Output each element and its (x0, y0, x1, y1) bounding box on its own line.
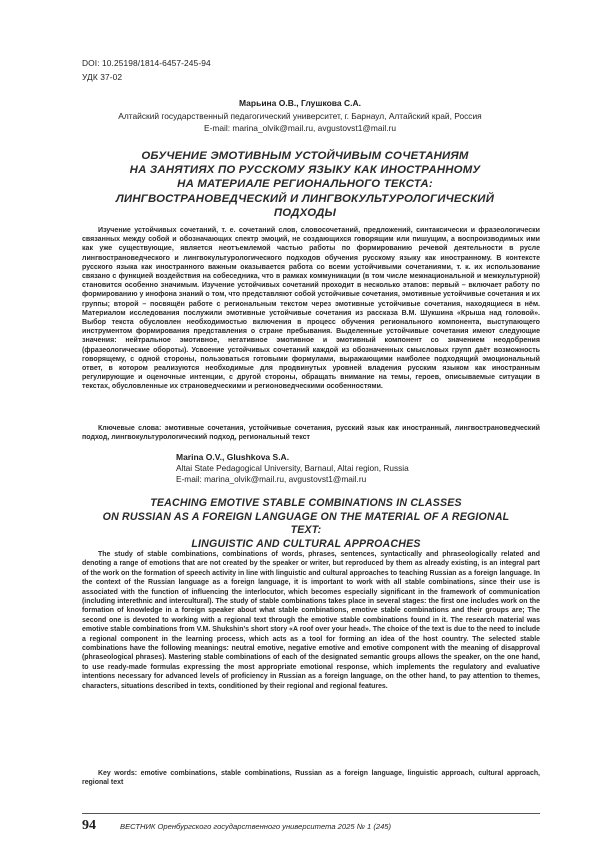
ru-title (105, 149, 505, 220)
doi: DOI: 10.25198/1814-6457-245-94 (82, 58, 211, 68)
en-title-line: TEACHING EMOTIVE STABLE COMBINATIONS IN CLASSES (86, 497, 526, 511)
ru-affiliation: Алтайский государственный педагогический университет, г. Барнаул, Алтайский край, Россия (0, 110, 600, 122)
en-title-line: LINGUISTIC AND CULTURAL APPROACHES (86, 538, 526, 552)
ru-title-line: ЛИНГВОСТРАНОВЕДЧЕСКИЙ И ЛИНГВОКУЛЬТУРОЛОГИЧЕСКИЙ (105, 192, 505, 206)
ru-title-line: НА ЗАНЯТИЯХ ПО РУССКОМУ ЯЗЫКУ КАК ИНОСТРАННОМУ (105, 163, 505, 177)
footer-divider (82, 813, 540, 814)
ru-title-line: НА МАТЕРИАЛЕ РЕГИОНАЛЬНОГО ТЕКСТА: (105, 177, 505, 191)
article-page (0, 0, 600, 849)
en-affiliation: Altai State Pedagogical University, Barnaul, Altai region, Russia (176, 463, 409, 474)
en-authors: Marina O.V., Glushkova S.A. (176, 452, 289, 462)
ru-abstract: Изучение устойчивых сочетаний, т. е. сочетаний слов, словосочетаний, предложений, синтаксически и фразеологически связанных между собой и обозначающих спектр эмоций, не создающихся говорящим или пишущим, а воспроизводимых ими как уже существующие, является неотъемлемой частью работы по формированию речевой деятельности в русле лингвострановедческого и лингвокультурологического подходов обучения русскому языку как иностранному. В контексте русского языка как иностранного важным оказывается работа со всеми устойчивыми сочетаниями, т. к. их использование связано с функцией воздействия на собеседника, что в рамках коммуникации (в том числе межнациональной и межкультурной) становится особенно значимым. Изучение устойчивых сочетаний проходит в несколько этапов: первый – включает работу по формированию у инофона знаний о том, что представляют собой устойчивые сочетания, эмотивные устойчивые сочетания и их группы; второй – посвящён работе с региональным текстом через эмотивные устойчивые сочетания, находящиеся в нём. Материалом исследования послужили эмотивные устойчивые сочетания из рассказа В.М. Шукшина «Крыша над головой». Выбор текста обусловлен необходимостью включения в процесс обучения регионального компонента, выступающего инструментом формирования представления о стране пребывания. Выделенные устойчивые сочетания имеют следующие значения: нейтральное эмотивное, негативное эмотивное и эмотивный компонент со значением неодобрения (фразеологические обороты). Усвоение устойчивых сочетаний каждой из обозначенных смысловых групп даёт возможность говорящему, с одной стороны, пользоваться готовыми формулами, выражающими наиболее подходящий эмоциональный ответ, в котором реализуются необходимые для продвинутых уровней владения русским языком как иностранным регулирующие и оценочные интенции, с другой стороны, обращать внимание на темы, героев, описываемые ситуации в текстах, обусловленные их страноведческими и регионоведческими особенностями. (82, 226, 540, 392)
ru-email: E-mail: marina_olvik@mail.ru, avgustovst1@mail.ru (0, 122, 600, 134)
udc-code: УДК 37-02 (82, 72, 122, 82)
page-number: 94 (82, 818, 96, 834)
en-keywords: Key words: emotive combinations, stable combinations, Russian as a foreign language, linguistic approach, cultural approach, regional text (82, 769, 540, 788)
journal-name: ВЕСТНИК Оренбургского государственного университета 2025 № 1 (245) (120, 822, 391, 831)
ru-authors: Марьина О.В., Глушкова С.А. (0, 98, 600, 108)
en-email: E-mail: marina_olvik@mail.ru, avgustovst1@mail.ru (176, 474, 366, 485)
ru-title-line: ОБУЧЕНИЕ ЭМОТИВНЫМ УСТОЙЧИВЫМ СОЧЕТАНИЯМ (105, 149, 505, 163)
ru-keywords: Ключевые слова: эмотивные сочетания, устойчивые сочетания, русский язык как иностранный, лингвострановедческий подход, лингвокультурологический подход, региональный текст (82, 424, 540, 442)
ru-title-line: ПОДХОДЫ (105, 206, 505, 220)
en-title (86, 497, 526, 551)
en-abstract: The study of stable combinations, combinations of words, phrases, sentences, syntactically and phraseologically related and denoting a range of emotions that are not created by the speaker or writer, but reproduced by them as already existing, is an integral part of the work on the formation of speech activity in line with linguistic and cultural approaches to teaching Russian as a foreign language. In the context of the Russian language as a foreign language, it is important to work with all stable combinations, since their use is associated with the function of influencing the interlocutor, which becomes especially significant in the framework of communication (including interethnic and intercultural). The study of stable combinations takes place in several stages: the first one includes work on the formation of knowledge in a foreign speaker about what stable combinations, emotive stable combinations and their groups are; The second one is devoted to working with a regional text through the emotive stable combinations found in it. The research material was emotive stable combinations from V.M. Shukshin’s short story «A roof over your head». The choice of the text is due to the need to include a regional component in the learning process, which acts as a tool for forming an idea of the host country. The selected stable combinations have the following meanings: neutral emotive, negative emotive and emotive component with the meaning of disapproval (phraseological phrases). Mastering stable combinations of each of the designated semantic groups allows the speaker, on the one hand, to use ready-made formulas expressing the most appropriate emotional response, which implements the regulatory and evaluative intentions necessary for advanced levels of proficiency in Russian as a foreign language, on the other hand, to pay attention to themes, characters, situations described in texts, conditioned by their regional and regional features. (82, 550, 540, 691)
en-title-line: ON RUSSIAN AS A FOREIGN LANGUAGE ON THE MATERIAL OF A REGIONAL TEXT: (86, 511, 526, 538)
